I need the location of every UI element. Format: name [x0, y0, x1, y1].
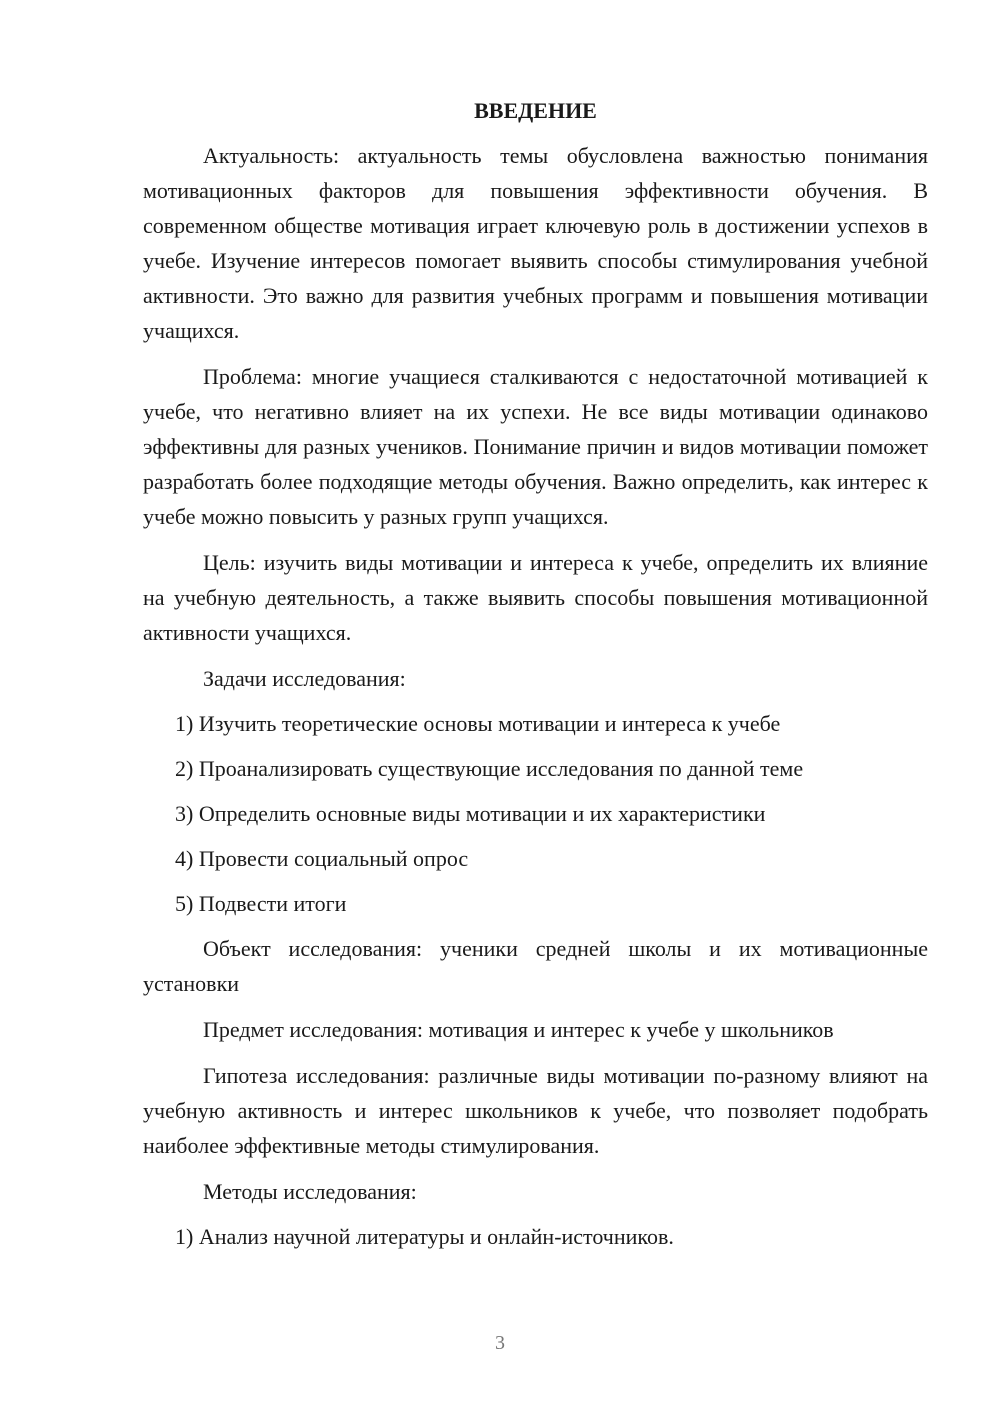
problem-paragraph: Проблема: многие учащиеся сталкиваются с недостаточной мотивацией к учебе, что негативно влияет на их успехи. Не все виды мотивации одинаково эффективны для разных учеников. Понимание причин и видов мотивации поможет разработать более подходящие методы обучения. Важно определить, как интерес к учебе можно повысить у разных групп учащихся. — [143, 364, 928, 529]
task-item-1: 1) Изучить теоретические основы мотивации и интереса к учебе — [175, 711, 781, 736]
document-page — [143, 92, 928, 1264]
page-number: 3 — [495, 1332, 505, 1354]
method-item-1: 1) Анализ научной литературы и онлайн-источников. — [175, 1224, 674, 1249]
relevance-paragraph: Актуальность: актуальность темы обусловлена важностью понимания мотивационных факторов для повышения эффективности обучения. В современном обществе мотивация играет ключевую роль в достижении успехов в учебе. Изучение интересов помогает выявить способы стимулирования учебной активности. Это важно для развития учебных программ и повышения мотивации учащихся. — [143, 143, 928, 343]
object-paragraph: Объект исследования: ученики средней школы и их мотивационные установки — [143, 936, 928, 996]
task-item-2: 2) Проанализировать существующие исследования по данной теме — [175, 756, 804, 781]
goal-paragraph: Цель: изучить виды мотивации и интереса к учебе, определить их влияние на учебную деятельность, а также выявить способы повышения мотивационной активности учащихся. — [143, 550, 928, 645]
subject-paragraph: Предмет исследования: мотивация и интерес к учебе у школьников — [203, 1017, 834, 1042]
page-title: ВВЕДЕНИЕ — [474, 98, 597, 123]
methods-heading: Методы исследования: — [203, 1179, 417, 1204]
tasks-heading: Задачи исследования: — [203, 666, 406, 691]
task-item-4: 4) Провести социальный опрос — [175, 846, 469, 871]
task-item-3: 3) Определить основные виды мотивации и их характеристики — [175, 801, 766, 826]
hypothesis-paragraph: Гипотеза исследования: различные виды мотивации по-разному влияют на учебную активность и интерес школьников к учебе, что позволяет подобрать наиболее эффективные методы стимулирования. — [143, 1063, 928, 1158]
task-item-5: 5) Подвести итоги — [175, 891, 347, 916]
